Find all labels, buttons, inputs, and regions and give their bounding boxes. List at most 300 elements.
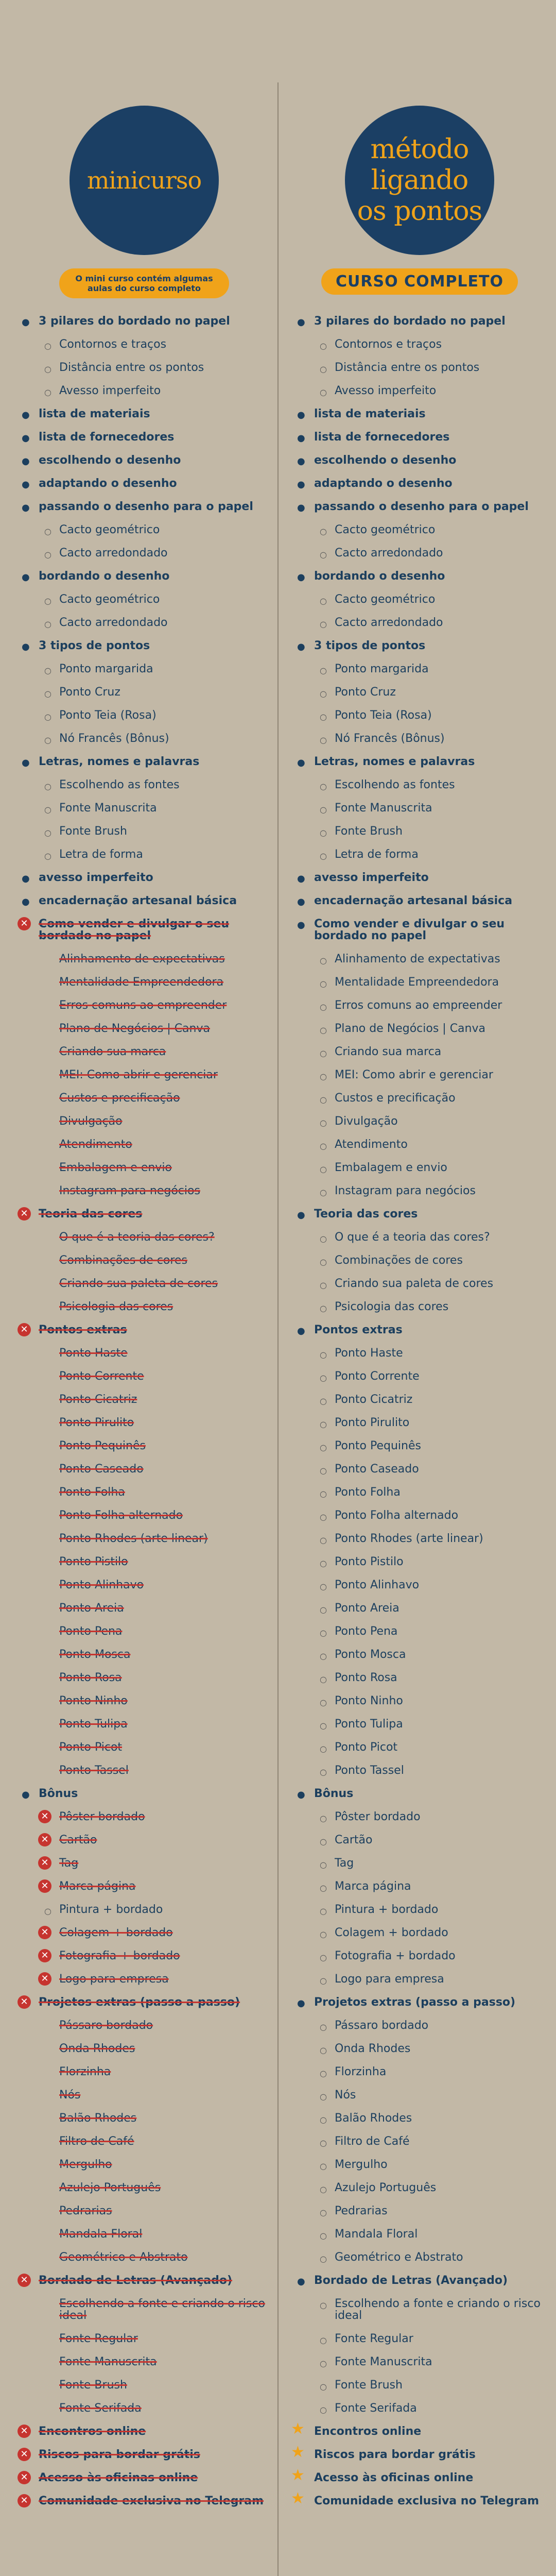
left-list-item: [15, 1620, 273, 1643]
hollow-bullet-icon: ○: [320, 1072, 327, 1081]
bullet-icon: ●: [297, 1789, 305, 1800]
right-list-item: [291, 2199, 548, 2223]
item-label: Bordado de Letras (Avançado): [39, 2274, 233, 2287]
right-list-item: [291, 2153, 548, 2176]
item-label: Combinações de cores: [335, 1254, 463, 1267]
hollow-bullet-icon: ○: [320, 1605, 327, 1615]
column-divider: [277, 82, 279, 2576]
right-list-item: [291, 2397, 548, 2420]
bullet-icon: ●: [22, 502, 30, 513]
hollow-bullet-icon: ○: [320, 1025, 327, 1035]
hollow-bullet-icon: ○: [320, 1350, 327, 1360]
item-label: Plano de Negócios | Canva: [59, 1022, 210, 1035]
item-label: Ponto Rhodes (arte linear): [59, 1532, 208, 1545]
item-label: Ponto Caseado: [335, 1463, 419, 1476]
item-label: Ponto Pena: [335, 1625, 398, 1638]
right-list-item: [291, 379, 548, 402]
right-list-item: [291, 1666, 548, 1689]
left-list-item: [15, 1944, 273, 1968]
bullet-icon: ●: [297, 479, 305, 490]
left-list-item: [15, 1875, 273, 1898]
hollow-bullet-icon: ○: [320, 1489, 327, 1499]
hollow-bullet-icon: ○: [320, 2254, 327, 2264]
item-label: Distância entre os pontos: [335, 361, 480, 374]
hollow-bullet-icon: ○: [320, 1860, 327, 1870]
item-label: Atendimento: [59, 1138, 132, 1151]
item-label: Ponto margarida: [59, 663, 153, 675]
hollow-bullet-icon: ○: [320, 1443, 327, 1452]
left-list-item: [15, 2269, 273, 2292]
left-list-item: [15, 681, 273, 704]
right-list-item: [291, 310, 548, 333]
hollow-bullet-icon: ○: [320, 1095, 327, 1105]
item-label: Alinhamento de expectativas: [335, 953, 500, 965]
hollow-bullet-icon: ○: [320, 828, 327, 838]
right-list-item: [291, 2083, 548, 2107]
hollow-bullet-icon: ○: [320, 1280, 327, 1290]
left-list-item: [15, 820, 273, 843]
curso-completo-column: [291, 106, 548, 2513]
bullet-icon: ●: [297, 896, 305, 907]
item-label: Criando sua marca: [335, 1045, 442, 1058]
left-list-item: [15, 2107, 273, 2130]
left-list-item: [15, 2083, 273, 2107]
left-list-item: [15, 565, 273, 588]
hollow-bullet-icon: ○: [320, 2335, 327, 2345]
star-icon: ★: [291, 2489, 305, 2507]
item-label: Escolhendo as fontes: [335, 778, 455, 791]
left-list-item: [15, 773, 273, 796]
item-label: Ponto Mosca: [335, 1648, 406, 1661]
right-list-item: [291, 796, 548, 820]
right-list-item: [291, 2466, 548, 2489]
hollow-bullet-icon: ○: [320, 2045, 327, 2055]
item-label: Como vender e divulgar o seu bordado no papel: [314, 918, 505, 942]
excluded-x-icon: ✕: [38, 1810, 51, 1823]
left-list-item: [15, 1666, 273, 1689]
minicurso-title: minicurso: [86, 166, 202, 194]
item-label: Ponto Picot: [59, 1741, 123, 1754]
hollow-bullet-icon: ○: [44, 550, 51, 560]
bullet-icon: ●: [297, 757, 305, 768]
item-label: Acesso às oficinas online: [39, 2471, 198, 2484]
bullet-icon: ●: [22, 410, 30, 420]
item-label: Nó Francês (Bônus): [335, 732, 445, 745]
hollow-bullet-icon: ○: [320, 1906, 327, 1916]
left-list-item: [15, 843, 273, 866]
item-label: Ponto Tulipa: [59, 1718, 128, 1731]
left-list-item: [15, 2223, 273, 2246]
hollow-bullet-icon: ○: [320, 1303, 327, 1313]
item-label: Encontros online: [314, 2425, 422, 2438]
hollow-bullet-icon: ○: [320, 1257, 327, 1267]
left-list-item: [15, 449, 273, 472]
item-label: Cacto arredondado: [335, 547, 443, 560]
hollow-bullet-icon: ○: [320, 1118, 327, 1128]
excluded-x-icon: ✕: [38, 1949, 51, 1962]
hollow-bullet-icon: ○: [320, 1396, 327, 1406]
item-label: Acesso às oficinas online: [314, 2471, 474, 2484]
right-list-item: [291, 820, 548, 843]
left-list-item: [15, 994, 273, 1017]
right-list-item: [291, 1342, 548, 1365]
right-list-item: [291, 2014, 548, 2037]
left-list-item: [15, 947, 273, 971]
item-label: Bônus: [39, 1787, 78, 1800]
right-list-item: [291, 1875, 548, 1898]
excluded-x-icon: ✕: [18, 1323, 31, 1336]
right-list-item: [291, 1828, 548, 1852]
right-list-item: [291, 1550, 548, 1573]
item-label: Ponto Pistilo: [59, 1555, 128, 1568]
item-label: Azulejo Português: [335, 2181, 437, 2194]
bullet-icon: ●: [297, 502, 305, 513]
hollow-bullet-icon: ○: [320, 2300, 327, 2310]
item-label: Ponto Haste: [59, 1347, 128, 1360]
item-label: 3 tipos de pontos: [314, 639, 426, 652]
right-list-item: [291, 1040, 548, 1063]
right-list-item: [291, 611, 548, 634]
left-list-item: [15, 1550, 273, 1573]
bullet-icon: ●: [297, 317, 305, 328]
right-list-item: [291, 426, 548, 449]
hollow-bullet-icon: ○: [320, 2161, 327, 2171]
item-label: Contornos e traços: [335, 338, 442, 351]
left-list-item: [15, 1828, 273, 1852]
item-label: passando o desenho para o papel: [314, 500, 529, 513]
item-label: Ponto margarida: [335, 663, 429, 675]
hollow-bullet-icon: ○: [320, 1651, 327, 1661]
item-label: Geométrico e Abstrato: [335, 2251, 463, 2264]
right-list-item: [291, 1597, 548, 1620]
item-label: Ponto Corrente: [335, 1370, 420, 1383]
right-list-item: [291, 1713, 548, 1736]
item-label: 3 pilares do bordado no papel: [314, 315, 506, 328]
left-list-item: [15, 495, 273, 518]
item-label: Custos e precificação: [335, 1092, 456, 1105]
hollow-bullet-icon: ○: [44, 527, 51, 536]
hollow-bullet-icon: ○: [320, 527, 327, 536]
left-list-item: [15, 971, 273, 994]
star-icon: ★: [291, 2443, 305, 2461]
right-list-item: [291, 1620, 548, 1643]
item-label: Nós: [59, 2089, 81, 2102]
item-label: Ponto Mosca: [59, 1648, 131, 1661]
hollow-bullet-icon: ○: [320, 735, 327, 745]
hollow-bullet-icon: ○: [320, 1234, 327, 1244]
hollow-bullet-icon: ○: [320, 666, 327, 675]
left-list-item: [15, 2292, 273, 2327]
excluded-x-icon: ✕: [18, 2448, 31, 2461]
right-list-item: [291, 1458, 548, 1481]
right-list-item: [291, 843, 548, 866]
item-label: Cacto arredondado: [59, 547, 168, 560]
hollow-bullet-icon: ○: [320, 364, 327, 374]
hollow-bullet-icon: ○: [320, 1628, 327, 1638]
left-list-item: [15, 310, 273, 333]
hollow-bullet-icon: ○: [44, 387, 51, 397]
item-label: Encontros online: [39, 2425, 146, 2438]
item-label: Comunidade exclusiva no Telegram: [314, 2495, 540, 2507]
item-label: 3 pilares do bordado no papel: [39, 315, 230, 328]
left-list-item: [15, 1411, 273, 1434]
bullet-icon: ●: [297, 641, 305, 652]
hollow-bullet-icon: ○: [320, 619, 327, 629]
item-label: Mergulho: [59, 2158, 112, 2171]
right-list-item: [291, 402, 548, 426]
item-label: Fonte Brush: [59, 2379, 127, 2392]
item-label: Ponto Cicatriz: [335, 1393, 413, 1406]
hollow-bullet-icon: ○: [44, 596, 51, 606]
item-label: Criando sua marca: [59, 1045, 166, 1058]
item-label: Ponto Haste: [335, 1347, 403, 1360]
left-list-item: [15, 518, 273, 541]
left-list-item: [15, 2374, 273, 2397]
item-label: lista de fornecedores: [314, 431, 450, 444]
item-label: Ponto Cruz: [335, 686, 396, 699]
item-label: Pássaro bordado: [335, 2019, 429, 2032]
hollow-bullet-icon: ○: [44, 364, 51, 374]
left-list-item: [15, 1782, 273, 1805]
item-label: Pássaro bordado: [59, 2019, 153, 2032]
item-label: Pedrarias: [59, 2205, 112, 2217]
item-label: Ponto Folha: [59, 1486, 125, 1499]
item-label: escolhendo o desenho: [39, 454, 181, 467]
item-label: lista de materiais: [314, 408, 426, 420]
minicurso-badge: O mini curso contém algumas aulas do curso completo: [59, 268, 229, 298]
star-icon: ★: [291, 2420, 305, 2438]
right-list-item: [291, 2420, 548, 2443]
item-label: Distância entre os pontos: [59, 361, 204, 374]
right-list-item: [291, 1156, 548, 1179]
item-label: Projetos extras (passo a passo): [314, 1996, 516, 2009]
left-list-item: [15, 796, 273, 820]
item-label: Filtro de Café: [335, 2135, 410, 2148]
item-label: Fonte Regular: [59, 2332, 138, 2345]
item-label: Custos e precificação: [59, 1092, 180, 1105]
left-list-item: [15, 1527, 273, 1550]
metodo-title: método ligando os pontos: [357, 134, 482, 227]
left-list-item: [15, 657, 273, 681]
item-label: Cartão: [59, 1834, 97, 1846]
bullet-icon: ●: [22, 433, 30, 444]
item-label: Ponto Rosa: [59, 1671, 122, 1684]
item-label: Mentalidade Empreendedora: [335, 976, 499, 989]
item-label: Bônus: [314, 1787, 354, 1800]
right-list-item: [291, 1643, 548, 1666]
left-list-item: [15, 1202, 273, 1226]
item-label: bordando o desenho: [39, 570, 170, 583]
item-label: Projetos extras (passo a passo): [39, 1996, 240, 2009]
left-list-item: [15, 889, 273, 912]
right-list-item: [291, 1110, 548, 1133]
item-label: Marca página: [59, 1880, 136, 1893]
right-list-item: [291, 704, 548, 727]
item-label: Cacto geométrico: [335, 523, 436, 536]
hollow-bullet-icon: ○: [320, 550, 327, 560]
hollow-bullet-icon: ○: [44, 735, 51, 745]
left-list-item: [15, 1504, 273, 1527]
item-label: 3 tipos de pontos: [39, 639, 150, 652]
item-label: Combinações de cores: [59, 1254, 187, 1267]
hollow-bullet-icon: ○: [320, 1373, 327, 1383]
hollow-bullet-icon: ○: [320, 1512, 327, 1522]
hollow-bullet-icon: ○: [44, 341, 51, 351]
left-list-item: [15, 2327, 273, 2350]
item-label: Ponto Picot: [335, 1741, 398, 1754]
hollow-bullet-icon: ○: [320, 2208, 327, 2217]
right-list-item: [291, 1968, 548, 1991]
hollow-bullet-icon: ○: [320, 2022, 327, 2032]
left-list-item: [15, 2397, 273, 2420]
item-label: Cacto arredondado: [335, 616, 443, 629]
item-label: Fonte Serifada: [59, 2402, 142, 2415]
excluded-x-icon: ✕: [38, 1856, 51, 1870]
minicurso-column: [15, 106, 273, 2513]
right-list-item: [291, 2269, 548, 2292]
hollow-bullet-icon: ○: [320, 1744, 327, 1754]
excluded-x-icon: ✕: [18, 2274, 31, 2287]
right-list-item: [291, 727, 548, 750]
item-label: Fonte Brush: [335, 825, 403, 838]
right-list-item: [291, 912, 548, 947]
item-label: Fonte Manuscrita: [335, 2355, 432, 2368]
right-list-item: [291, 472, 548, 495]
right-list-item: [291, 2223, 548, 2246]
right-list-item: [291, 1017, 548, 1040]
bullet-icon: ●: [297, 1210, 305, 1221]
item-label: Bordado de Letras (Avançado): [314, 2274, 508, 2287]
item-label: encadernação artesanal básica: [39, 894, 237, 907]
excluded-x-icon: ✕: [38, 1972, 51, 1986]
item-label: Letra de forma: [59, 848, 143, 861]
item-label: Riscos para bordar grátis: [314, 2448, 476, 2461]
item-label: Criando sua paleta de cores: [59, 1277, 218, 1290]
left-list-item: [15, 333, 273, 356]
left-list-item: [15, 1597, 273, 1620]
hollow-bullet-icon: ○: [320, 782, 327, 791]
item-label: Pontos extras: [314, 1324, 403, 1336]
item-label: Fonte Manuscrita: [59, 2355, 157, 2368]
right-list-item: [291, 2060, 548, 2083]
excluded-x-icon: ✕: [18, 1995, 31, 2009]
item-label: Logo para empresa: [335, 1973, 444, 1986]
item-label: Ponto Pequinês: [335, 1439, 421, 1452]
item-label: Logo para empresa: [59, 1973, 169, 1986]
left-list-item: [15, 1133, 273, 1156]
left-list-item: [15, 1342, 273, 1365]
item-label: Pedrarias: [335, 2205, 388, 2217]
item-label: Como vender e divulgar o seu bordado no papel: [39, 918, 230, 942]
item-label: Instagram para negócios: [335, 1184, 476, 1197]
right-list-item: [291, 518, 548, 541]
hollow-bullet-icon: ○: [320, 1837, 327, 1846]
right-list-item: [291, 1921, 548, 1944]
left-list-item: [15, 1573, 273, 1597]
item-label: Florzinha: [59, 2065, 111, 2078]
hollow-bullet-icon: ○: [320, 1535, 327, 1545]
item-label: Teoria das cores: [314, 1208, 418, 1221]
left-list-item: [15, 472, 273, 495]
item-label: Ponto Alinhavo: [335, 1579, 420, 1591]
left-list-item: [15, 1713, 273, 1736]
item-label: Psicologia das cores: [335, 1300, 449, 1313]
item-label: Riscos para bordar grátis: [39, 2448, 200, 2461]
right-list-item: [291, 495, 548, 518]
right-list-item: [291, 2374, 548, 2397]
item-label: Escolhendo as fontes: [59, 778, 180, 791]
item-label: Avesso imperfeito: [59, 384, 161, 397]
left-list-item: [15, 402, 273, 426]
item-label: avesso imperfeito: [39, 871, 153, 884]
left-list-item: [15, 634, 273, 657]
item-label: Fotografia + bordado: [335, 1950, 456, 1962]
item-label: Ponto Rhodes (arte linear): [335, 1532, 483, 1545]
item-label: Fonte Brush: [59, 825, 127, 838]
left-list-item: [15, 1110, 273, 1133]
left-list-item: [15, 426, 273, 449]
item-label: Ponto Pistilo: [335, 1555, 404, 1568]
right-list-item: [291, 1944, 548, 1968]
item-label: Divulgação: [335, 1115, 398, 1128]
right-list-item: [291, 1388, 548, 1411]
metodo-logo: [345, 106, 494, 255]
item-label: Ponto Tassel: [335, 1764, 404, 1777]
item-label: encadernação artesanal básica: [314, 894, 513, 907]
left-list-item: [15, 1087, 273, 1110]
hollow-bullet-icon: ○: [320, 689, 327, 699]
right-list-item: [291, 588, 548, 611]
right-list-item: [291, 994, 548, 1017]
item-label: Cacto geométrico: [59, 523, 160, 536]
item-label: Mandala Floral: [335, 2228, 418, 2241]
bullet-icon: ●: [22, 896, 30, 907]
bullet-icon: ●: [22, 317, 30, 328]
hollow-bullet-icon: ○: [44, 689, 51, 699]
right-list-item: [291, 1805, 548, 1828]
item-label: Teoria das cores: [39, 1208, 143, 1221]
item-label: Onda Rhodes: [59, 2042, 135, 2055]
item-label: Letras, nomes e palavras: [314, 755, 475, 768]
bullet-icon: ●: [297, 920, 305, 930]
right-list-item: [291, 2350, 548, 2374]
hollow-bullet-icon: ○: [44, 1906, 51, 1916]
left-list-item: [15, 541, 273, 565]
item-label: adaptando o desenho: [314, 477, 453, 490]
item-label: Onda Rhodes: [335, 2042, 411, 2055]
item-label: Escolhendo a fonte e criando o risco ideal: [59, 2297, 265, 2322]
hollow-bullet-icon: ○: [320, 2231, 327, 2241]
item-label: Ponto Teia (Rosa): [335, 709, 432, 722]
hollow-bullet-icon: ○: [320, 2359, 327, 2368]
excluded-x-icon: ✕: [18, 2471, 31, 2484]
item-label: O que é a teoria das cores?: [59, 1231, 215, 1244]
item-label: Plano de Negócios | Canva: [335, 1022, 485, 1035]
left-list-item: [15, 1295, 273, 1318]
left-list-item: [15, 1736, 273, 1759]
bullet-icon: ●: [297, 2276, 305, 2287]
right-list-item: [291, 866, 548, 889]
right-list-item: [291, 1295, 548, 1318]
item-label: Pintura + bordado: [59, 1903, 163, 1916]
bullet-icon: ●: [297, 433, 305, 444]
left-list-item: [15, 2176, 273, 2199]
item-label: Contornos e traços: [59, 338, 167, 351]
excluded-x-icon: ✕: [18, 1207, 31, 1221]
left-list-item: [15, 2199, 273, 2223]
item-label: Erros comuns ao empreender: [59, 999, 227, 1012]
item-label: Colagem + bordado: [59, 1926, 173, 1939]
